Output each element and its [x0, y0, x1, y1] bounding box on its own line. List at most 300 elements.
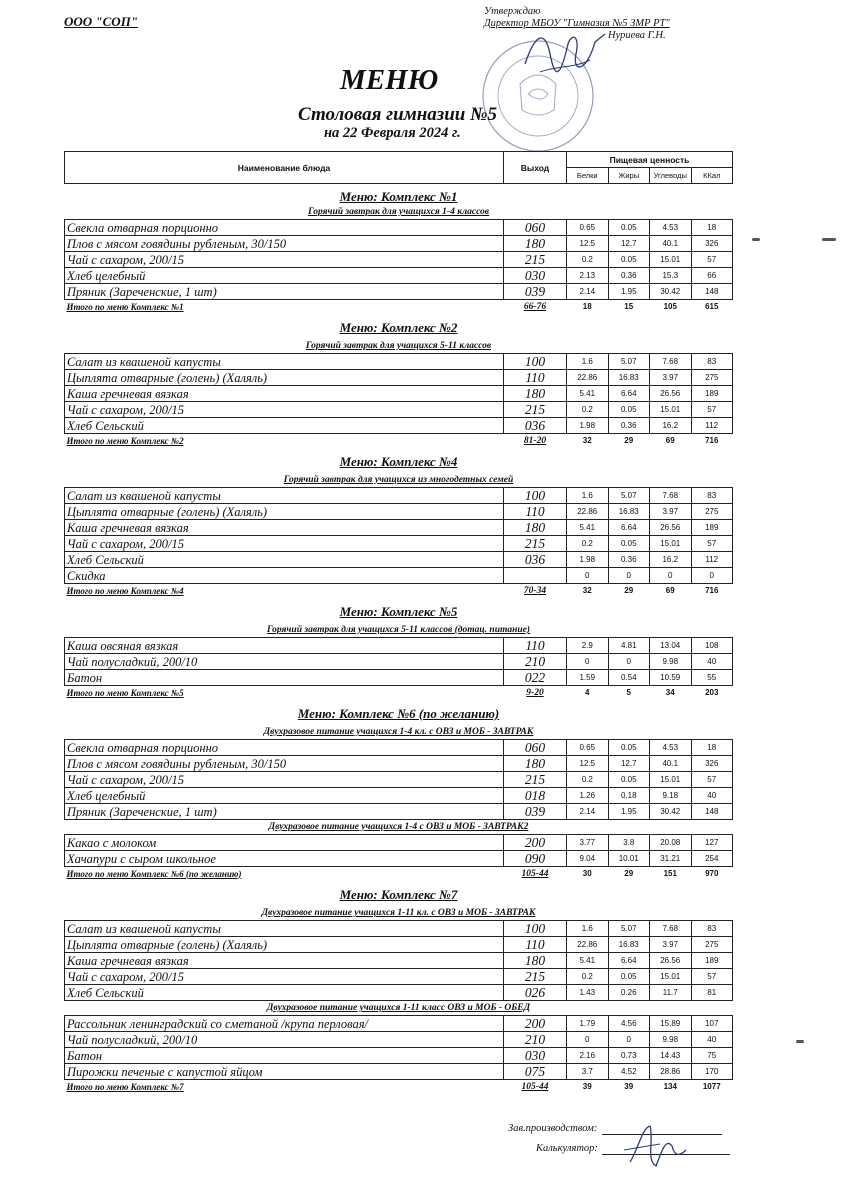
fats-value: 15	[624, 301, 634, 311]
fats-value: 1.95	[608, 284, 650, 300]
carbs-value: 13.04	[650, 638, 692, 654]
kcal-value: 148	[691, 284, 733, 300]
kcal-value: 275	[691, 370, 733, 386]
dish-name: Чай полусладкий, 200/10	[65, 654, 504, 670]
dish-output: 075	[504, 1064, 567, 1080]
dish-output: 022	[504, 670, 567, 686]
proteins-value: 1.98	[567, 418, 609, 434]
table-row	[65, 488, 733, 504]
carbs-value: 3.97	[650, 937, 692, 953]
table-row	[65, 552, 733, 568]
fats-value: 3.8	[608, 835, 650, 851]
kcal-value: 112	[691, 552, 733, 568]
dish-name: Чай с сахаром, 200/15	[65, 252, 504, 268]
proteins-value: 4	[585, 687, 590, 697]
proteins-value: 32	[582, 435, 592, 445]
kcal-value: 57	[691, 402, 733, 418]
table-row	[65, 804, 733, 820]
dish-output: 110	[504, 638, 567, 654]
group-title: Двухразовое питание учащихся 1-4 с ОВЗ и МОБ - ЗАВТРАК2	[268, 822, 529, 832]
dish-name: Батон	[65, 1048, 504, 1064]
scan-speck	[822, 238, 836, 241]
dish-output: 210	[504, 654, 567, 670]
fats-value: 6.64	[608, 953, 650, 969]
dish-output: 105-44	[521, 1081, 549, 1092]
section-title-row	[65, 447, 733, 473]
carbs-value: 7.68	[650, 354, 692, 370]
proteins-value: 2.16	[567, 1048, 609, 1064]
carbs-value: 105	[663, 301, 677, 311]
table-row	[65, 1016, 733, 1032]
table-row	[65, 1064, 733, 1080]
proteins-value: 0.2	[567, 772, 609, 788]
carbs-value: 9.18	[650, 788, 692, 804]
total-row	[65, 434, 733, 448]
header-carbs: Углеводы	[650, 168, 692, 184]
menu-date: на 22 Февраля 2024 г.	[324, 125, 461, 141]
fats-value: 29	[624, 585, 634, 595]
group-title: Горячий завтрак для учащихся 1-4 классов	[307, 207, 490, 217]
table-row	[65, 740, 733, 756]
table-row	[65, 937, 733, 953]
dish-output: 030	[504, 1048, 567, 1064]
kcal-value: 108	[691, 638, 733, 654]
carbs-value: 14.43	[650, 1048, 692, 1064]
carbs-value: 134	[663, 1081, 677, 1091]
group-title-row	[65, 725, 733, 740]
carbs-value: 9.98	[650, 654, 692, 670]
carbs-value: 40.1	[650, 756, 692, 772]
table-row	[65, 536, 733, 552]
kcal-value: 326	[691, 756, 733, 772]
table-row	[65, 985, 733, 1001]
dish-output: 180	[504, 520, 567, 536]
dish-name: Хлеб целебный	[65, 788, 504, 804]
fats-value: 4.52	[608, 1064, 650, 1080]
dish-name: Какао с молоком	[65, 835, 504, 851]
table-header-row	[65, 152, 733, 168]
table-row	[65, 520, 733, 536]
dish-output: 70-34	[523, 585, 547, 596]
total-row	[65, 300, 733, 314]
kcal-value: 81	[691, 985, 733, 1001]
proteins-value: 0.2	[567, 252, 609, 268]
carbs-value: 16.2	[650, 418, 692, 434]
fats-value: 29	[624, 868, 634, 878]
calculator-signature	[620, 1120, 690, 1172]
kcal-value: 326	[691, 236, 733, 252]
section-title-row	[65, 184, 733, 206]
carbs-value: 69	[665, 435, 675, 445]
kcal-value: 83	[691, 354, 733, 370]
dish-output: 036	[504, 552, 567, 568]
dish-name: Хлеб Сельский	[65, 418, 504, 434]
kcal-value: 57	[691, 772, 733, 788]
proteins-value: 2.14	[567, 804, 609, 820]
director-signature	[520, 24, 610, 82]
proteins-value: 1.6	[567, 354, 609, 370]
carbs-value: 40.1	[650, 236, 692, 252]
table-row	[65, 1032, 733, 1048]
fats-value: 0.05	[608, 772, 650, 788]
carbs-value: 15.01	[650, 402, 692, 418]
dish-output: 100	[504, 921, 567, 937]
proteins-value: 1.59	[567, 670, 609, 686]
kcal-value: 254	[691, 851, 733, 867]
dish-name: Каша овсяная вязкая	[65, 638, 504, 654]
carbs-value: 9.98	[650, 1032, 692, 1048]
total-row	[65, 686, 733, 700]
fats-value: 4.81	[608, 638, 650, 654]
dish-name: Хачапури с сыром школьное	[65, 851, 504, 867]
dish-output	[504, 568, 567, 584]
kcal-value: 107	[691, 1016, 733, 1032]
carbs-value: 15.01	[650, 536, 692, 552]
section-title: Меню: Комплекс №2	[339, 320, 458, 335]
header-dish-name: Наименование блюда	[65, 152, 504, 184]
section-title-row	[65, 880, 733, 906]
dish-name: Каша гречневая вязкая	[65, 520, 504, 536]
carbs-value: 20.08	[650, 835, 692, 851]
carbs-value: 34	[665, 687, 675, 697]
table-row	[65, 402, 733, 418]
group-title-row	[65, 906, 733, 921]
header-output: Выход	[504, 152, 567, 184]
dish-name: Пирожки печеные с капустой яйцом	[65, 1064, 504, 1080]
table-row	[65, 654, 733, 670]
table-row	[65, 354, 733, 370]
carbs-value: 10.59	[650, 670, 692, 686]
kcal-value: 615	[705, 301, 719, 311]
fats-value: 0.05	[608, 740, 650, 756]
dish-name: Цыплята отварные (голень) (Халяль)	[65, 370, 504, 386]
header-nutrition: Пищевая ценность	[567, 152, 733, 168]
carbs-value: 26.56	[650, 386, 692, 402]
table-row	[65, 756, 733, 772]
carbs-value: 0	[650, 568, 692, 584]
kcal-value: 40	[691, 788, 733, 804]
dish-output: 180	[504, 756, 567, 772]
proteins-value: 1.6	[567, 488, 609, 504]
dish-output: 180	[504, 953, 567, 969]
menu-table-body	[65, 152, 733, 1094]
carbs-value: 3.97	[650, 370, 692, 386]
fats-value: 0	[608, 1032, 650, 1048]
section-title: Меню: Комплекс №7	[339, 887, 458, 902]
page-title: МЕНЮ	[340, 64, 439, 96]
kcal-value: 57	[691, 536, 733, 552]
kcal-value: 203	[705, 687, 719, 697]
section-title: Меню: Комплекс №4	[339, 454, 458, 469]
proteins-value: 0	[567, 568, 609, 584]
kcal-value: 112	[691, 418, 733, 434]
dish-name: Хлеб Сельский	[65, 552, 504, 568]
total-row	[65, 867, 733, 881]
proteins-value: 5.41	[567, 386, 609, 402]
proteins-value: 0.2	[567, 969, 609, 985]
table-row	[65, 772, 733, 788]
approval-name: Нуриева Г.Н.	[608, 30, 666, 41]
dish-output: 215	[504, 772, 567, 788]
dish-output: 81-20	[523, 435, 547, 446]
carbs-value: 26.56	[650, 520, 692, 536]
kcal-value: 57	[691, 969, 733, 985]
group-title-row	[65, 339, 733, 354]
fats-value: 0.36	[608, 418, 650, 434]
carbs-value: 26.56	[650, 953, 692, 969]
proteins-value: 1.26	[567, 788, 609, 804]
kcal-value: 716	[705, 435, 719, 445]
dish-output: 039	[504, 284, 567, 300]
dish-name: Салат из квашеной капусты	[65, 921, 504, 937]
approval-label: Утверждаю	[484, 6, 541, 17]
proteins-value: 0	[567, 1032, 609, 1048]
dish-name: Итого по меню Комплекс №4	[66, 585, 184, 596]
dish-output: 200	[504, 835, 567, 851]
group-title: Горячий завтрак для учащихся из многодетных семей	[283, 475, 514, 485]
fats-value: 29	[624, 435, 634, 445]
proteins-value: 18	[582, 301, 592, 311]
group-title-row	[65, 820, 733, 835]
dish-output: 210	[504, 1032, 567, 1048]
table-row	[65, 953, 733, 969]
fats-value: 0.05	[608, 220, 650, 236]
table-row	[65, 370, 733, 386]
kcal-value: 57	[691, 252, 733, 268]
scan-speck	[752, 238, 760, 241]
table-row	[65, 568, 733, 584]
dish-name: Батон	[65, 670, 504, 686]
approval-director: Директор МБОУ "Гимназия №5 ЗМР РТ"	[484, 18, 670, 29]
table-row	[65, 638, 733, 654]
table-row	[65, 284, 733, 300]
dish-output: 215	[504, 252, 567, 268]
table-row	[65, 236, 733, 252]
section-title-row	[65, 313, 733, 339]
kcal-value: 18	[691, 740, 733, 756]
table-row	[65, 670, 733, 686]
dish-name: Салат из квашеной капусты	[65, 488, 504, 504]
kcal-value: 189	[691, 953, 733, 969]
kcal-value: 275	[691, 504, 733, 520]
dish-output: 060	[504, 220, 567, 236]
dish-output: 66-76	[523, 301, 547, 312]
dish-output: 180	[504, 386, 567, 402]
dish-name: Плов с мясом говядины рубленым, 30/150	[65, 236, 504, 252]
dish-output: 090	[504, 851, 567, 867]
fats-value: 12.7	[608, 756, 650, 772]
section-title-row	[65, 597, 733, 623]
dish-output: 200	[504, 1016, 567, 1032]
kcal-value: 148	[691, 804, 733, 820]
dish-name: Чай полусладкий, 200/10	[65, 1032, 504, 1048]
table-row	[65, 252, 733, 268]
kcal-value: 970	[705, 868, 719, 878]
fats-value: 0.05	[608, 402, 650, 418]
fats-value: 5.07	[608, 488, 650, 504]
table-row	[65, 851, 733, 867]
fats-value: 5.07	[608, 354, 650, 370]
fats-value: 6.64	[608, 520, 650, 536]
dish-name: Свекла отварная порционно	[65, 220, 504, 236]
dish-output: 100	[504, 354, 567, 370]
proteins-value: 32	[582, 585, 592, 595]
dish-output: 100	[504, 488, 567, 504]
production-head-label: Зав.производством:	[508, 1123, 598, 1134]
dish-name: Итого по меню Комплекс №2	[66, 435, 184, 446]
fats-value: 6.64	[608, 386, 650, 402]
dish-name: Каша гречневая вязкая	[65, 953, 504, 969]
fats-value: 0.18	[608, 788, 650, 804]
carbs-value: 7.68	[650, 488, 692, 504]
kcal-value: 189	[691, 386, 733, 402]
table-row	[65, 504, 733, 520]
fats-value: 0.73	[608, 1048, 650, 1064]
dish-output: 215	[504, 536, 567, 552]
dish-output: 018	[504, 788, 567, 804]
proteins-value: 22.86	[567, 504, 609, 520]
fats-value: 16.83	[608, 504, 650, 520]
table-row	[65, 1048, 733, 1064]
carbs-value: 31.21	[650, 851, 692, 867]
fats-value: 0	[608, 654, 650, 670]
dish-name: Итого по меню Комплекс №5	[66, 687, 184, 698]
dish-name: Каша гречневая вязкая	[65, 386, 504, 402]
kcal-value: 716	[705, 585, 719, 595]
kcal-value: 1077	[702, 1081, 721, 1091]
table-row	[65, 788, 733, 804]
fats-value: 0.54	[608, 670, 650, 686]
page-subtitle: Столовая гимназии №5	[298, 104, 497, 125]
dish-name: Хлеб целебный	[65, 268, 504, 284]
dish-output: 110	[504, 504, 567, 520]
proteins-value: 1.43	[567, 985, 609, 1001]
fats-value: 0.26	[608, 985, 650, 1001]
proteins-value: 0.2	[567, 536, 609, 552]
fats-value: 0.05	[608, 536, 650, 552]
fats-value: 0.05	[608, 969, 650, 985]
dish-name: Салат из квашеной капусты	[65, 354, 504, 370]
header-proteins: Белки	[567, 168, 609, 184]
fats-value: 0.36	[608, 552, 650, 568]
section-title: Меню: Комплекс №5	[339, 604, 458, 619]
proteins-value: 22.86	[567, 937, 609, 953]
scan-speck	[796, 1040, 804, 1043]
dish-output: 060	[504, 740, 567, 756]
kcal-value: 55	[691, 670, 733, 686]
kcal-value: 83	[691, 488, 733, 504]
table-row	[65, 969, 733, 985]
proteins-value: 5.41	[567, 520, 609, 536]
proteins-value: 12.5	[567, 756, 609, 772]
calculator-label: Калькулятор:	[536, 1143, 598, 1154]
dish-output: 030	[504, 268, 567, 284]
dish-output: 215	[504, 969, 567, 985]
kcal-value: 170	[691, 1064, 733, 1080]
dish-output: 110	[504, 937, 567, 953]
dish-output: 039	[504, 804, 567, 820]
proteins-value: 39	[582, 1081, 592, 1091]
group-title-row	[65, 1001, 733, 1016]
carbs-value: 151	[663, 868, 677, 878]
proteins-value: 0	[567, 654, 609, 670]
proteins-value: 2.13	[567, 268, 609, 284]
fats-value: 16.83	[608, 370, 650, 386]
dish-name: Плов с мясом говядины рубленым, 30/150	[65, 756, 504, 772]
dish-name: Пряник (Зареченские, 1 шт)	[65, 804, 504, 820]
total-row	[65, 584, 733, 598]
section-title: Меню: Комплекс №1	[339, 188, 458, 204]
proteins-value: 1.6	[567, 921, 609, 937]
dish-name: Итого по меню Комплекс №7	[66, 1081, 184, 1092]
proteins-value: 0.65	[567, 220, 609, 236]
kcal-value: 189	[691, 520, 733, 536]
fats-value: 0.36	[608, 268, 650, 284]
proteins-value: 3.77	[567, 835, 609, 851]
dish-name: Чай с сахаром, 200/15	[65, 536, 504, 552]
group-title-row	[65, 473, 733, 488]
proteins-value: 1.98	[567, 552, 609, 568]
proteins-value: 5.41	[567, 953, 609, 969]
proteins-value: 2.14	[567, 284, 609, 300]
dish-output: 105-44	[521, 868, 549, 879]
dish-name: Свекла отварная порционно	[65, 740, 504, 756]
dish-name: Итого по меню Комплекс №1	[66, 301, 184, 312]
table-row	[65, 268, 733, 284]
proteins-value: 30	[582, 868, 592, 878]
dish-name: Итого по меню Комплекс №6 (по желанию)	[66, 868, 242, 879]
kcal-value: 40	[691, 1032, 733, 1048]
dish-name: Пряник (Зареченские, 1 шт)	[65, 284, 504, 300]
dish-output: 215	[504, 402, 567, 418]
kcal-value: 66	[691, 268, 733, 284]
fats-value: 16.83	[608, 937, 650, 953]
proteins-value: 9.04	[567, 851, 609, 867]
proteins-value: 1.79	[567, 1016, 609, 1032]
dish-output: 026	[504, 985, 567, 1001]
dish-name: Чай с сахаром, 200/15	[65, 772, 504, 788]
kcal-value: 0	[691, 568, 733, 584]
proteins-value: 22.86	[567, 370, 609, 386]
proteins-value: 12.5	[567, 236, 609, 252]
menu-table	[64, 151, 733, 1093]
dish-name: Скидка	[65, 568, 504, 584]
fats-value: 1.95	[608, 804, 650, 820]
carbs-value: 11.7	[650, 985, 692, 1001]
table-row	[65, 418, 733, 434]
fats-value: 4.56	[608, 1016, 650, 1032]
dish-name: Рассольник ленинградский со сметаной /крупа перловая/	[65, 1016, 504, 1032]
carbs-value: 4.53	[650, 220, 692, 236]
section-title: Меню: Комплекс №6 (по желанию)	[297, 706, 500, 721]
kcal-value: 75	[691, 1048, 733, 1064]
dish-name: Чай с сахаром, 200/15	[65, 402, 504, 418]
proteins-value: 2.9	[567, 638, 609, 654]
carbs-value: 16.2	[650, 552, 692, 568]
carbs-value: 69	[665, 585, 675, 595]
header-kcal: ККал	[691, 168, 733, 184]
carbs-value: 15.01	[650, 252, 692, 268]
kcal-value: 40	[691, 654, 733, 670]
proteins-value: 0.65	[567, 740, 609, 756]
dish-name: Цыплята отварные (голень) (Халяль)	[65, 937, 504, 953]
kcal-value: 83	[691, 921, 733, 937]
fats-value: 0	[608, 568, 650, 584]
kcal-value: 127	[691, 835, 733, 851]
group-title: Горячий завтрак для учащихся 5-11 классов	[305, 341, 492, 351]
table-row	[65, 386, 733, 402]
dish-name: Цыплята отварные (голень) (Халяль)	[65, 504, 504, 520]
